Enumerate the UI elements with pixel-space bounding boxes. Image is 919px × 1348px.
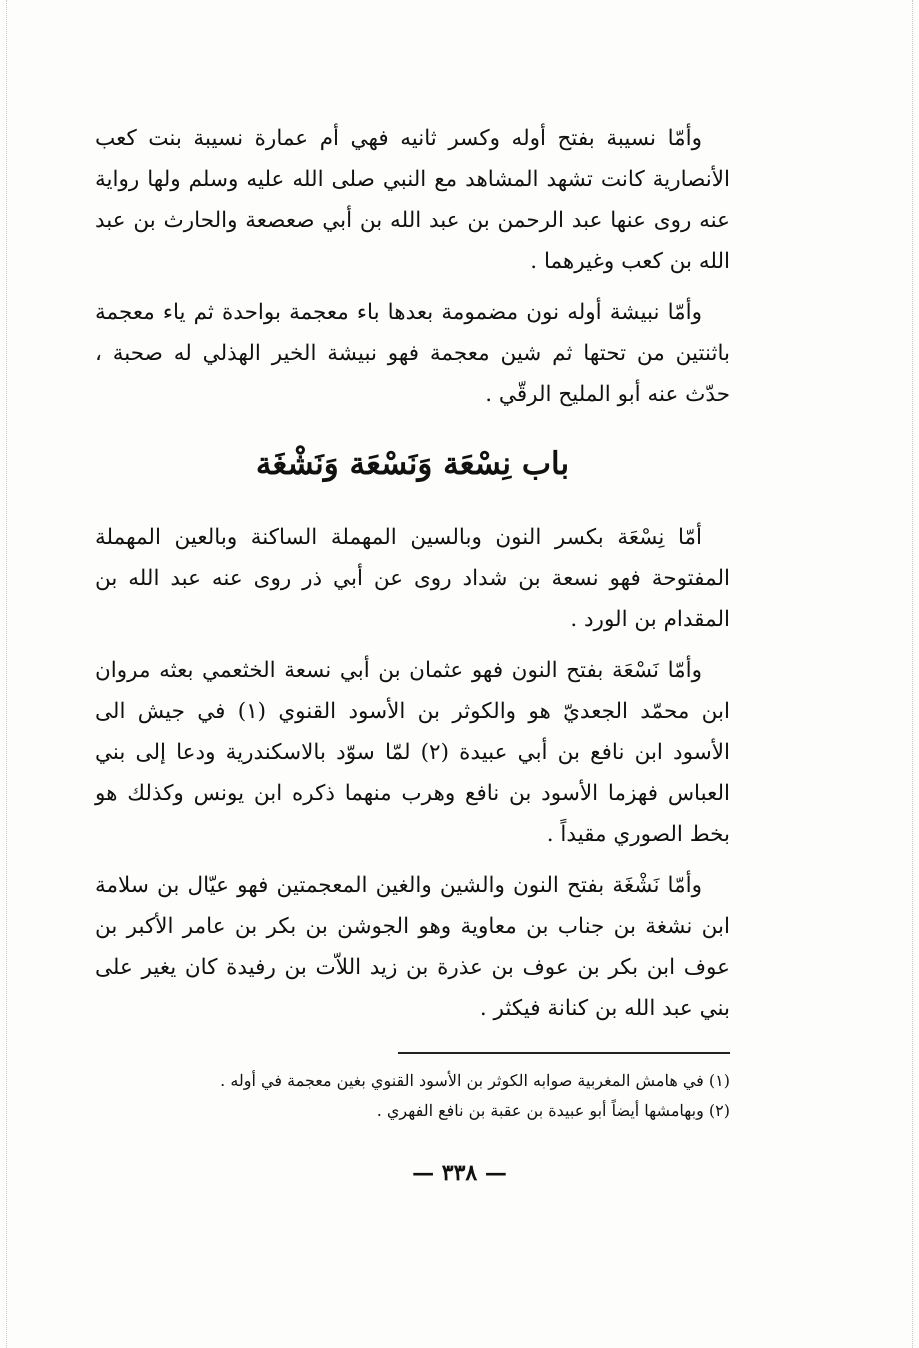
page-number: — ٣٣٨ — <box>412 1160 507 1186</box>
footnote-divider <box>398 1052 730 1054</box>
page-body <box>95 118 730 1039</box>
paragraph-nubayshah: وأمّا نبيشة أوله نون مضمومة بعدها باء معجمة بواحدة ثم ياء معجمة باثنتين من تحتها ثم شين معجمة فهو نبيشة الخير الهذلي له صحبة ، حدّث عنه أبو المليح الرقّي . <box>95 300 730 407</box>
footnote-2: (٢) وبهامشها أيضاً أبو عبيدة بن عقبة بن نافع الفهري . <box>376 1101 730 1120</box>
scan-dot-line-right <box>912 0 913 1348</box>
paragraph-nisah: أمّا نِسْعَة بكسر النون وبالسين المهملة الساكنة وبالعين المهملة المفتوحة فهو نسعة بن شداد روى عن أبي ذر روى عنه عبد الله بن المقدام بن الورد . <box>95 525 730 632</box>
section-heading: باب نِسْعَة وَنَسْعَة وَنَشْغَة <box>255 446 570 482</box>
paragraph-nashghah: وأمّا نَشْغَة بفتح النون والشين والغين المعجمتين فهو عيّال بن سلامة ابن نشغة بن جناب بن معاوية وهو الجوشن بن بكر بن عامر الأكبر بن عوف ابن بكر بن عوف بن عذرة بن زيد اللاّت بن رفيدة كان يغير على بني عبد الله بن كنانة فيكثر . <box>95 873 730 1021</box>
footnote-1: (١) في هامش المغربية صوابه الكوثر بن الأسود القنوي بغين معجمة في أوله . <box>220 1071 730 1090</box>
footnotes <box>200 1066 730 1126</box>
paragraph-nasah: وأمّا نَسْعَة بفتح النون فهو عثمان بن أبي نسعة الخثعمي بعثه مروان ابن محمّد الجعديّ هو والكوثر بن الأسود القنوي (١) في جيش الى الأسود ابن نافع بن أبي عبيدة (٢) لمّا سوّد بالاسكندرية ودعا إلى بني العباس فهزما الأسود بن نافع وهرب منهما ذكره ابن يونس وكذلك هو بخط الصوري مقيداً . <box>95 658 730 847</box>
paragraph-nusaybah: وأمّا نسيبة بفتح أوله وكسر ثانيه فهي أم عمارة نسيبة بنت كعب الأنصارية كانت تشهد المشاهد مع النبي صلى الله عليه وسلم ولها رواية عنه روى عنها عبد الرحمن بن عبد الله بن أبي صعصعة والحارث بن عبد الله بن كعب وغيرهما . <box>95 126 730 274</box>
scan-dot-line-left <box>6 0 7 1348</box>
